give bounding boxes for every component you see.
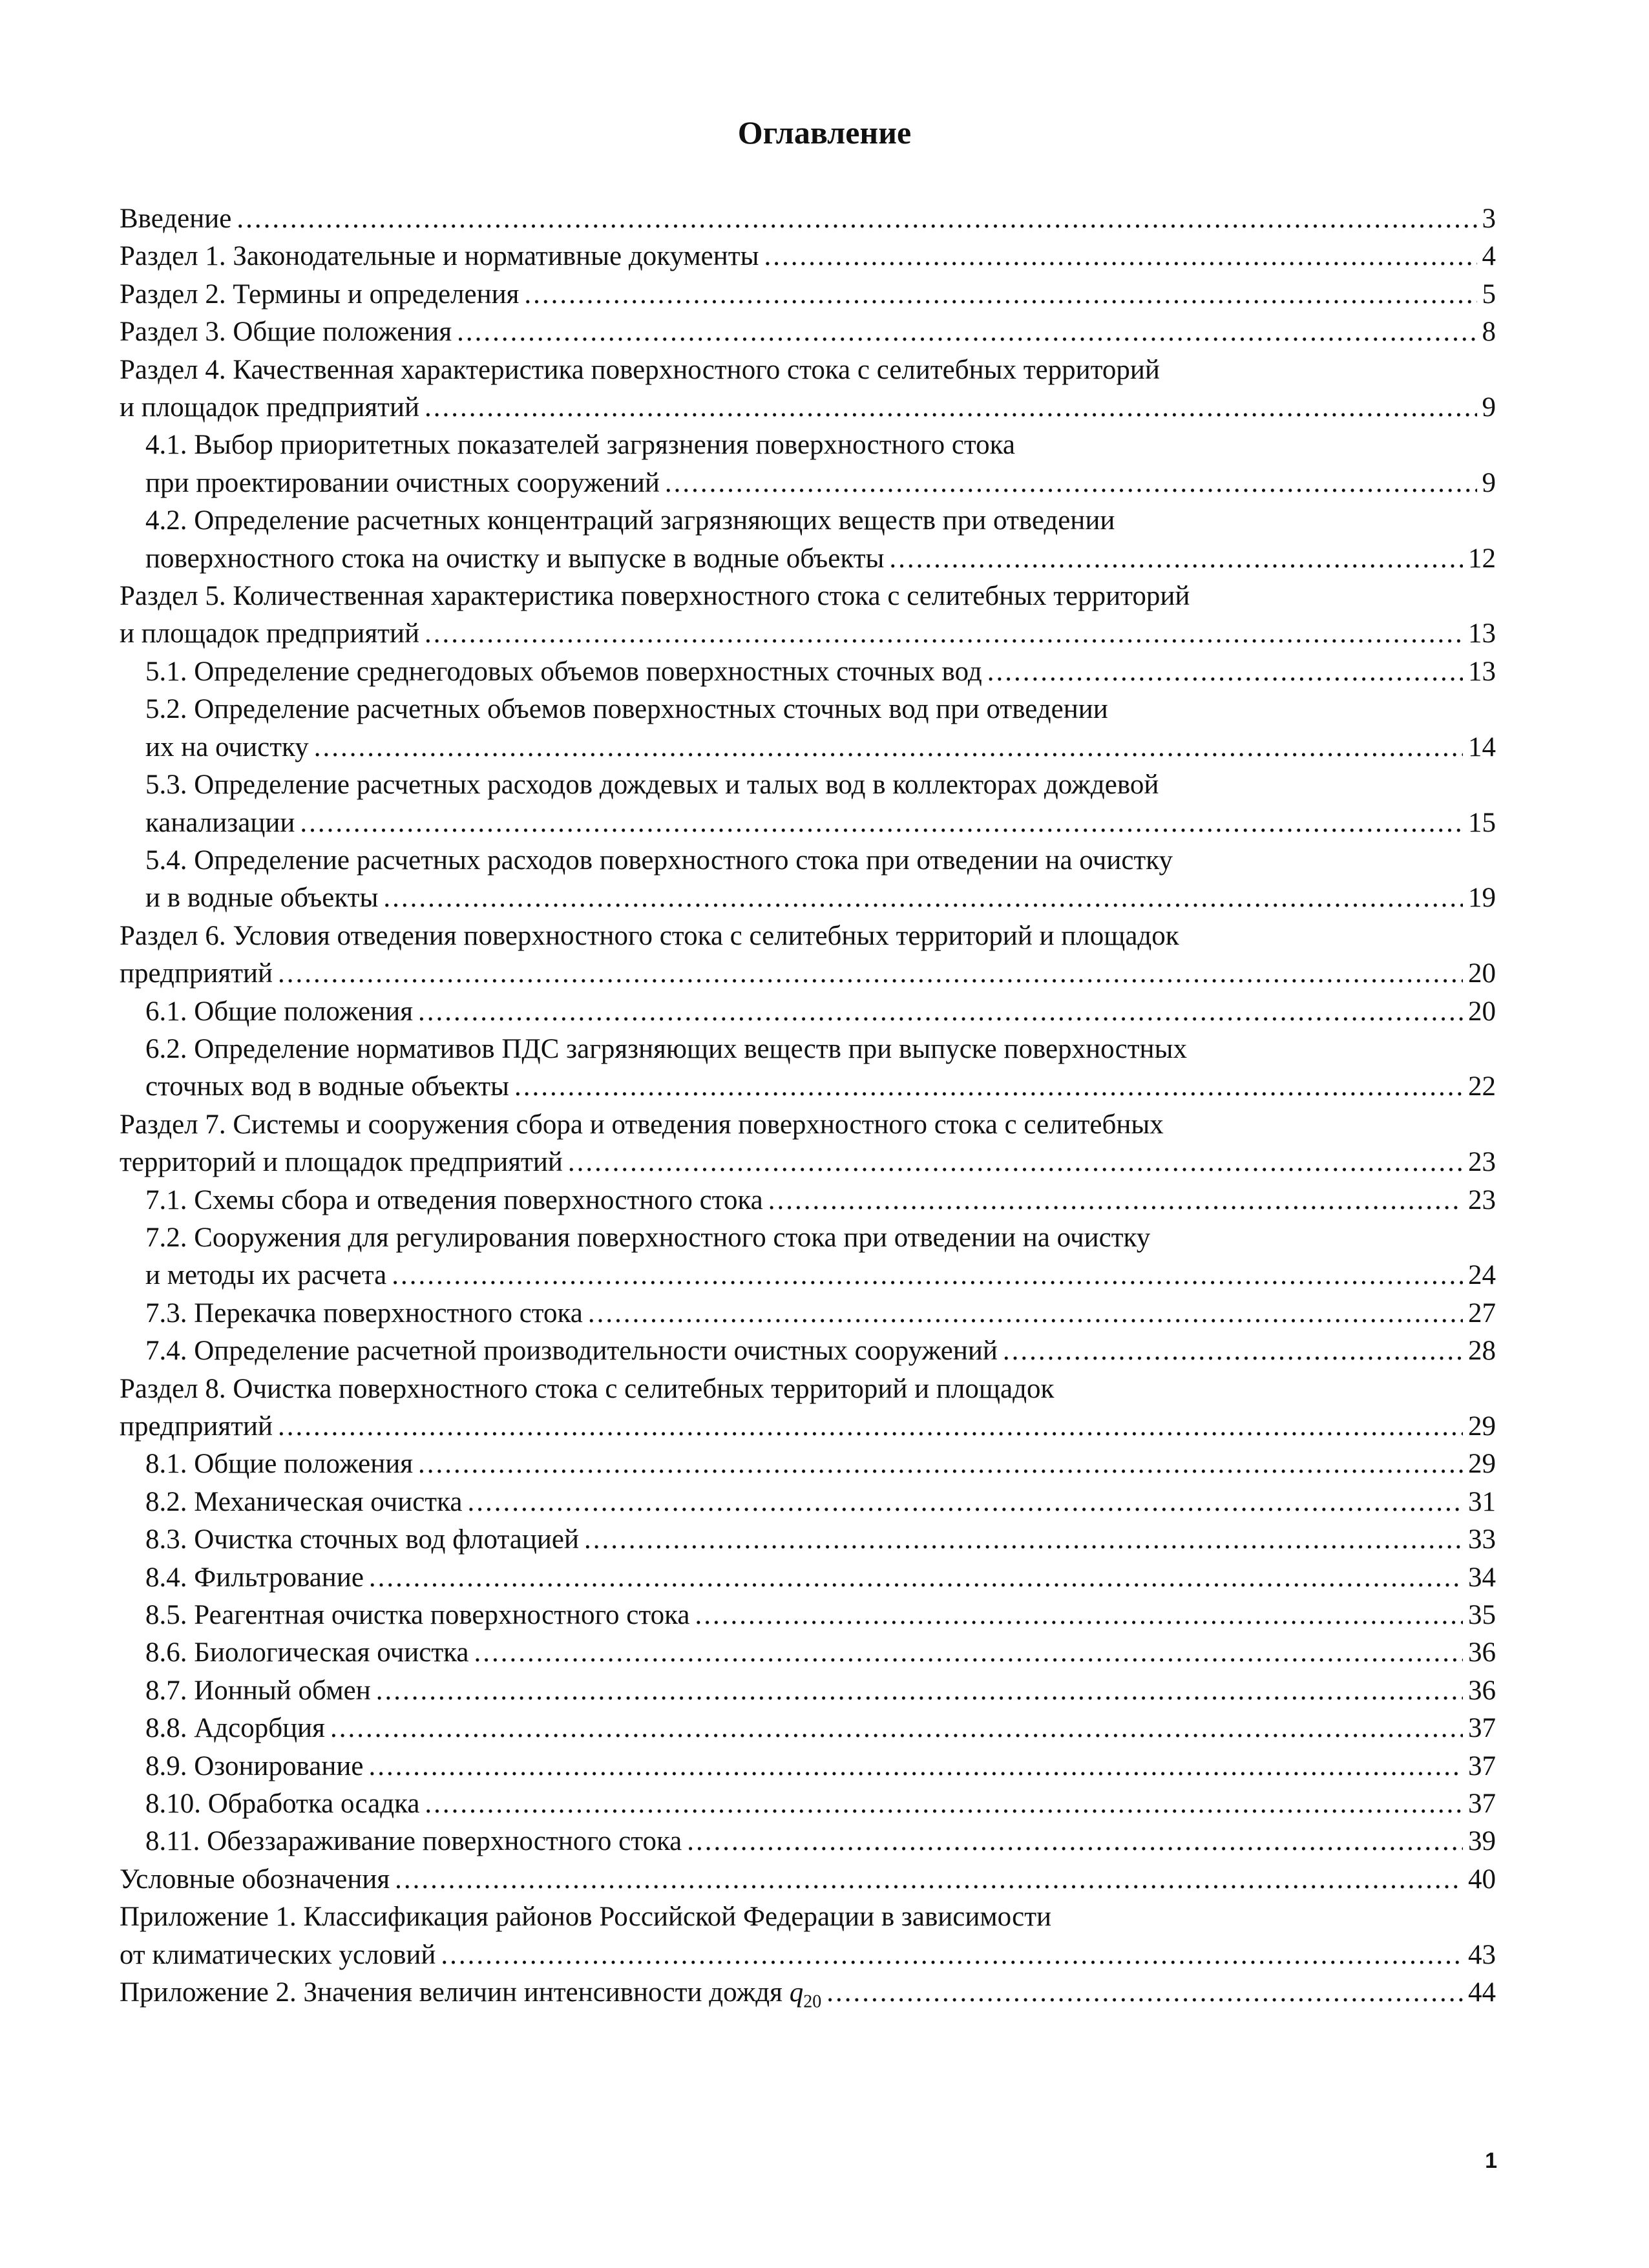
toc-entry	[120, 1106, 1496, 1182]
dot-leader	[300, 804, 1463, 842]
toc-entry-final-line	[120, 389, 1496, 426]
toc-entry-final-line	[145, 1634, 1496, 1672]
dot-leader	[588, 1295, 1463, 1332]
toc-entry-final-line	[120, 313, 1496, 351]
toc-entry-line: 6.2. Определение нормативов ПДС загрязняющих веществ при выпуске поверхностных	[145, 1033, 1187, 1064]
toc-entry-label: Условные обозначения	[120, 1864, 390, 1895]
toc-entry	[120, 918, 1496, 993]
toc-entry	[120, 1785, 1496, 1823]
toc-page-number: 15	[1468, 807, 1496, 838]
toc-page-number: 31	[1468, 1486, 1496, 1517]
toc-entry	[120, 1559, 1496, 1597]
toc-entry	[120, 1445, 1496, 1483]
toc-page-number: 28	[1468, 1336, 1496, 1367]
toc-entry-label: поверхностного стока на очистку и выпуске в водные объекты	[145, 543, 885, 574]
toc-entry-label: 8.2. Механическая очистка	[145, 1486, 463, 1517]
toc-entry-label: 7.1. Схемы сбора и отведения поверхностного стока	[145, 1184, 763, 1215]
toc-page-number: 13	[1468, 618, 1496, 649]
dot-leader	[467, 1484, 1463, 1521]
toc-page-number: 4	[1482, 241, 1496, 272]
toc-entry-label: 5.1. Определение среднегодовых объемов поверхностных сточных вод	[145, 656, 982, 687]
dot-leader	[278, 955, 1463, 992]
toc-entry	[120, 1521, 1496, 1559]
page-number: 1	[1485, 2148, 1497, 2173]
toc-entry	[120, 653, 1496, 691]
dot-leader	[330, 1710, 1463, 1747]
toc-entry-final-line	[120, 1974, 1496, 2021]
toc-entry	[120, 313, 1496, 351]
toc-entry	[120, 1898, 1496, 1974]
toc-entry	[120, 502, 1496, 578]
toc-entry-final-line	[145, 1521, 1496, 1559]
dot-leader	[584, 1521, 1463, 1559]
toc-entry-final-line	[145, 1068, 1496, 1106]
dot-leader	[1003, 1332, 1463, 1370]
toc-entry	[120, 1597, 1496, 1634]
toc-page-number: 37	[1468, 1750, 1496, 1781]
dot-leader	[474, 1634, 1463, 1672]
toc-page-number: 34	[1468, 1562, 1496, 1593]
toc-entry-label: 8.3. Очистка сточных вод флотацией	[145, 1524, 579, 1555]
toc-entry-label: 8.5. Реагентная очистка поверхностного стока	[145, 1600, 690, 1631]
dot-leader	[392, 1257, 1463, 1294]
toc-page-number: 8	[1482, 317, 1496, 348]
dot-leader	[369, 1748, 1464, 1785]
toc-entry-label: Раздел 1. Законодательные и нормативные документы	[120, 241, 759, 272]
dot-leader	[425, 389, 1477, 426]
toc-entry-line: Раздел 4. Качественная характеристика поверхностного стока с селитебных территорий	[120, 354, 1160, 385]
toc-entry	[120, 426, 1496, 502]
toc-page-number: 9	[1482, 392, 1496, 423]
toc-entry-label: и методы их расчета	[145, 1260, 387, 1291]
dot-leader	[764, 238, 1476, 275]
toc-entry-label: 8.9. Озонирование	[145, 1750, 364, 1781]
toc-entry-label: 8.10. Обработка осадка	[145, 1789, 420, 1820]
toc-entry-line: 7.2. Сооружения для регулирования поверхностного стока при отведении на очистку	[145, 1222, 1151, 1253]
dot-leader	[418, 993, 1463, 1031]
dot-leader	[768, 1182, 1463, 1219]
toc-entry	[120, 352, 1496, 427]
toc-page-number: 43	[1468, 1939, 1496, 1970]
toc-entry	[120, 578, 1496, 653]
dot-leader	[425, 1785, 1463, 1823]
dot-leader	[425, 615, 1463, 653]
dot-leader	[665, 465, 1477, 502]
toc-entry-label: 8.8. Адсорбция	[145, 1713, 325, 1744]
toc-page-number: 12	[1468, 543, 1496, 574]
toc-page-number: 33	[1468, 1524, 1496, 1555]
toc-entry-line: Раздел 5. Количественная характеристика поверхностного стока с селитебных территорий	[120, 581, 1190, 612]
toc-entry-label: 6.1. Общие положения	[145, 996, 414, 1027]
toc-page-number: 27	[1468, 1297, 1496, 1328]
toc-entry	[120, 1031, 1496, 1106]
toc-entry-final-line	[145, 1484, 1496, 1521]
toc-entry-final-line	[145, 1445, 1496, 1483]
dot-leader	[441, 1937, 1463, 1974]
toc-entry-label: от климатических условий	[120, 1939, 436, 1970]
toc-page-number: 14	[1468, 731, 1496, 762]
toc-entry-final-line	[120, 200, 1496, 238]
toc-page-number: 35	[1468, 1600, 1496, 1631]
toc-entry-final-line	[120, 1861, 1496, 1898]
toc-entry-label: 8.11. Обеззараживание поверхностного стока	[145, 1826, 682, 1857]
toc-entry-label: и площадок предприятий	[120, 618, 419, 649]
toc-entry-line: 5.3. Определение расчетных расходов дождевых и талых вод в коллекторах дождевой	[145, 770, 1159, 801]
toc-page-number: 24	[1468, 1260, 1496, 1291]
toc-entry	[120, 1823, 1496, 1860]
toc-page-number: 20	[1468, 996, 1496, 1027]
toc-entry-label: 8.7. Ионный обмен	[145, 1675, 371, 1706]
toc-entry-final-line	[145, 1710, 1496, 1747]
toc-entry-label: 8.6. Биологическая очистка	[145, 1637, 469, 1668]
toc-entry-label: и площадок предприятий	[120, 392, 419, 423]
toc-entry	[120, 691, 1496, 766]
toc-page-number: 22	[1468, 1071, 1496, 1102]
toc-page-number: 39	[1468, 1826, 1496, 1857]
dot-leader	[826, 1974, 1463, 2011]
toc-entry-final-line	[145, 1785, 1496, 1823]
toc-entry-final-line	[145, 1748, 1496, 1785]
toc-entry-line: 4.1. Выбор приоритетных показателей загрязнения поверхностного стока	[145, 430, 1015, 461]
toc-entry	[120, 276, 1496, 313]
toc-page-number: 40	[1468, 1864, 1496, 1895]
toc-entry-label: и в водные объекты	[145, 883, 379, 914]
toc-entry	[120, 1861, 1496, 1898]
toc-entry	[120, 1182, 1496, 1219]
toc-entry-label: их на очистку	[145, 731, 309, 762]
dot-leader	[687, 1823, 1463, 1860]
toc-entry-label: предприятий	[120, 958, 273, 989]
rain-intensity-symbol	[782, 1974, 821, 2021]
toc-entry	[120, 1748, 1496, 1785]
dot-leader	[395, 1861, 1463, 1898]
toc-entry-final-line	[145, 804, 1496, 842]
toc-entry-label: 8.1. Общие положения	[145, 1449, 414, 1480]
toc-entry-label: территорий и площадок предприятий	[120, 1147, 563, 1178]
toc-page-number: 37	[1468, 1789, 1496, 1820]
toc-entry-final-line	[145, 1332, 1496, 1370]
toc-entry-label: сточных вод в водные объекты	[145, 1071, 509, 1102]
toc-entry-final-line	[145, 653, 1496, 691]
toc-page-number: 5	[1482, 278, 1496, 310]
toc-entry-line: 4.2. Определение расчетных концентраций загрязняющих веществ при отведении	[145, 505, 1115, 536]
toc-entry-label: 8.4. Фильтрование	[145, 1562, 364, 1593]
toc-entry-final-line	[120, 238, 1496, 275]
dot-leader	[314, 729, 1463, 766]
toc-page-number: 23	[1468, 1184, 1496, 1215]
toc-entry	[120, 842, 1496, 918]
dot-leader	[889, 540, 1463, 578]
toc-page-number: 37	[1468, 1713, 1496, 1744]
toc-entry-final-line	[120, 276, 1496, 313]
toc-entry-label: предприятий	[120, 1411, 273, 1442]
toc-page-number: 3	[1482, 204, 1496, 234]
dot-leader	[383, 879, 1463, 917]
toc-entry-line: Раздел 7. Системы и сооружения сбора и отведения поверхностного стока с селитебных	[120, 1109, 1164, 1140]
toc-entry-final-line	[145, 1257, 1496, 1294]
symbol-subscript: 20	[803, 1991, 822, 2012]
dot-leader	[278, 1408, 1463, 1445]
toc-entry-label: канализации	[145, 807, 295, 838]
dot-leader	[568, 1144, 1463, 1181]
dot-leader	[376, 1672, 1463, 1710]
toc-page-number: 13	[1468, 656, 1496, 687]
toc-entry-label: Введение	[120, 204, 232, 234]
toc-page-number: 9	[1482, 467, 1496, 498]
toc-entry	[120, 993, 1496, 1031]
dot-leader	[514, 1068, 1463, 1106]
toc-page-number: 44	[1468, 1977, 1496, 2008]
dot-leader	[695, 1597, 1463, 1634]
toc-entry	[120, 1219, 1496, 1295]
dot-leader	[457, 313, 1476, 351]
toc-entry-label: 7.4. Определение расчетной производительности очистных сооружений	[145, 1336, 998, 1367]
toc-entry-final-line	[145, 1182, 1496, 1219]
toc-entry-final-line	[145, 540, 1496, 578]
toc-entry-label: Раздел 3. Общие положения	[120, 317, 452, 348]
toc-entry-final-line	[120, 1144, 1496, 1181]
page-title: Оглавление	[737, 114, 912, 151]
toc-entry-final-line	[120, 1408, 1496, 1445]
symbol-base: q	[789, 1977, 804, 2008]
toc-entry-line: Раздел 6. Условия отведения поверхностного стока с селитебных территорий и площадок	[120, 920, 1179, 951]
toc-page-number: 29	[1468, 1449, 1496, 1480]
toc-page-number: 23	[1468, 1147, 1496, 1178]
toc-page-number: 29	[1468, 1411, 1496, 1442]
toc-entry-label: 7.3. Перекачка поверхностного стока	[145, 1297, 583, 1328]
toc-entry-final-line	[145, 879, 1496, 917]
toc-entry	[120, 1295, 1496, 1332]
toc-entry-final-line	[145, 1823, 1496, 1860]
toc-entry-line: Приложение 1. Классификация районов Российской Федерации в зависимости	[120, 1902, 1052, 1933]
toc-entry-final-line	[145, 1295, 1496, 1332]
toc-page-number: 19	[1468, 883, 1496, 914]
toc-entry-line: 5.4. Определение расчетных расходов поверхностного стока при отведении на очистку	[145, 845, 1173, 876]
toc-page-number: 20	[1468, 958, 1496, 989]
dot-leader	[369, 1559, 1463, 1597]
toc-entry	[120, 238, 1496, 275]
toc-entry-final-line	[145, 993, 1496, 1031]
dot-leader	[524, 276, 1476, 313]
toc-entry	[120, 1370, 1496, 1446]
toc-entry	[120, 766, 1496, 842]
toc-entry-final-line	[120, 1937, 1496, 1974]
toc-entry	[120, 200, 1496, 238]
toc-entry-final-line	[120, 615, 1496, 653]
dot-leader	[418, 1445, 1463, 1483]
toc-entry-final-line	[145, 1559, 1496, 1597]
toc-entry	[120, 1672, 1496, 1710]
toc-entry	[120, 1634, 1496, 1672]
toc-page-number: 36	[1468, 1637, 1496, 1668]
toc-entry	[120, 1332, 1496, 1370]
dot-leader	[987, 653, 1463, 691]
toc-entry	[120, 1974, 1496, 2021]
toc-entry-final-line	[145, 729, 1496, 766]
dot-leader	[236, 200, 1476, 238]
toc-entry	[120, 1484, 1496, 1521]
toc-entry-label: Раздел 2. Термины и определения	[120, 278, 520, 310]
toc-entry-label: Приложение 2. Значения величин интенсивности дождя	[120, 1977, 782, 2008]
toc-entry-final-line	[120, 955, 1496, 992]
toc-entry	[120, 1710, 1496, 1747]
table-of-contents	[120, 200, 1496, 2021]
toc-entry-final-line	[145, 1672, 1496, 1710]
toc-entry-label: при проектировании очистных сооружений	[145, 467, 660, 498]
toc-entry-line: 5.2. Определение расчетных объемов поверхностных сточных вод при отведении	[145, 694, 1108, 725]
toc-entry-final-line	[145, 465, 1496, 502]
toc-entry-line: Раздел 8. Очистка поверхностного стока с селитебных территорий и площадок	[120, 1373, 1055, 1404]
toc-page-number: 36	[1468, 1675, 1496, 1706]
toc-entry-final-line	[145, 1597, 1496, 1634]
